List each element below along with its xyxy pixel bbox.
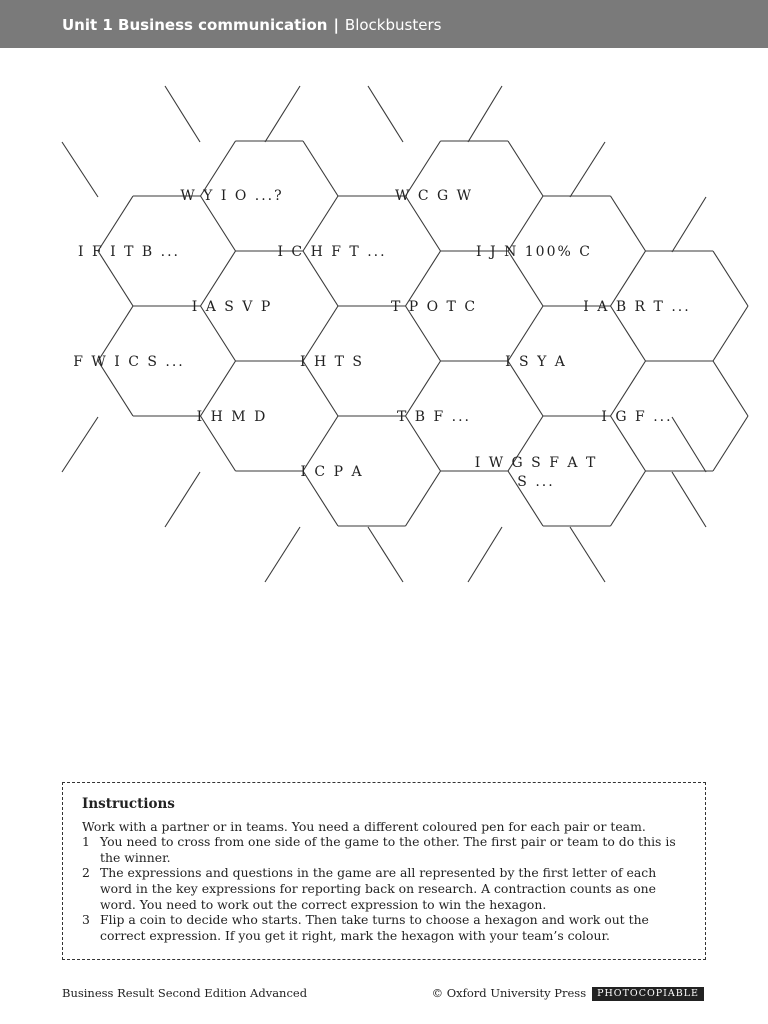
hexagon-label[interactable] <box>476 244 592 260</box>
hexagon-label[interactable] <box>505 354 567 370</box>
hexagon-edge <box>713 361 748 416</box>
hexagon-label-line: T P O T C <box>390 299 478 315</box>
hexagon-label[interactable] <box>192 299 273 315</box>
hexagon-label-line: I A B R T ... <box>583 299 691 315</box>
hexagon-edge <box>265 527 300 582</box>
hexagon-label[interactable] <box>300 464 363 480</box>
hexagon-edge <box>713 306 748 361</box>
hexagon-edge <box>611 196 646 251</box>
hexagon-edge <box>672 472 706 527</box>
hexagon-edge <box>98 196 133 251</box>
hexagon-label-line: I H T S <box>299 354 365 370</box>
instruction-step <box>82 834 687 865</box>
instruction-step <box>82 912 687 943</box>
hexagon-label[interactable] <box>197 409 268 425</box>
hexagon-edge <box>201 196 236 251</box>
hexagon-label[interactable] <box>73 354 185 370</box>
hexagon-label-line: S ... <box>517 474 555 490</box>
hexagon-label-line: T B F ... <box>396 409 472 425</box>
publisher-credit <box>432 985 704 1001</box>
hexagon-edge <box>508 306 543 361</box>
hexagon-edge <box>62 417 98 472</box>
hexagon-label-line: W C G W <box>394 188 474 204</box>
hexagon-edge <box>165 86 200 142</box>
hexagon-edge <box>611 361 646 416</box>
instructions-steps <box>82 834 687 943</box>
hexagon-label[interactable] <box>78 244 180 260</box>
instruction-step <box>82 865 687 912</box>
hexagon-edge <box>508 196 543 251</box>
hexagon-edge <box>98 306 133 361</box>
hexagon-label-line: I W G S F A T <box>474 455 598 471</box>
hexagon-label[interactable] <box>395 188 473 204</box>
hexagon-label[interactable] <box>475 455 598 490</box>
hexagon-edge <box>570 527 605 582</box>
book-title: Business Result Second Edition Advanced <box>62 986 308 1000</box>
instructions-intro: Work with a partner or in teams. You need a different coloured pen for each pair or team. <box>82 818 646 834</box>
photocopiable-badge: PHOTOCOPIABLE <box>592 987 704 1001</box>
hexagon-labels <box>73 188 690 490</box>
unit-title: Unit 1 Business communication <box>62 16 328 34</box>
hexagon-edge <box>468 86 502 142</box>
publisher-name: © Oxford University Press <box>431 986 587 1000</box>
hexagon-label[interactable] <box>180 188 283 204</box>
hexagon-edge <box>406 196 441 251</box>
hexagon-label[interactable] <box>397 409 471 425</box>
hexagon-label-line: I C H F T ... <box>277 244 387 260</box>
step-number: 3 <box>82 912 90 928</box>
hexagon-label-line: I G F ... <box>601 409 673 425</box>
hexagon-label[interactable] <box>601 409 672 425</box>
hexagon-label-line: I J N 100% C <box>476 244 592 260</box>
hexagon-edge <box>303 416 338 471</box>
hexagon-edge <box>265 86 300 142</box>
hexagon-label[interactable] <box>300 354 364 370</box>
hexagon-edge <box>165 472 200 527</box>
topic-title: Blockbusters <box>344 16 442 34</box>
hexagon-edge <box>406 251 441 306</box>
hexagon-edge <box>570 142 605 197</box>
hexagon-edge <box>303 306 338 361</box>
hexagon-edge <box>201 251 236 306</box>
hexagon-label-line: F W I C S ... <box>73 354 185 370</box>
hexagon-edge <box>406 361 441 416</box>
page-footer <box>62 985 706 1001</box>
hexagon-edge <box>672 417 706 472</box>
hexagon-edge <box>611 251 646 306</box>
hexagon-edge <box>201 361 236 416</box>
hexagon-edge <box>508 141 543 196</box>
hexagon-edge <box>611 471 646 526</box>
step-text: Flip a coin to decide who starts. Then take turns to choose a hexagon and work out the correct expression. If you get it right, mark the hexagon with your team’s colour. <box>100 912 649 943</box>
hexagon-edge <box>368 527 403 582</box>
hexagon-label-line: I F I T B ... <box>77 244 181 260</box>
step-number: 2 <box>82 865 90 881</box>
hexagon-edge <box>672 197 706 252</box>
step-text: You need to cross from one side of the game to the other. The first pair or team to do this is the winner. <box>100 834 676 865</box>
hexagon-edge <box>713 251 748 306</box>
hexagon-edge <box>468 527 502 582</box>
hexagon-edge <box>62 142 98 197</box>
step-text: The expressions and questions in the game are all represented by the first letter of each word in the key expressions for reporting back on research. A contraction counts as one word. You need to work out the correct expression to win the hexagon. <box>100 865 657 912</box>
hexagon-label-line: I A S V P <box>191 299 273 315</box>
hexagon-edge <box>406 471 441 526</box>
hexagon-edge <box>303 141 338 196</box>
hexagon-edge <box>713 416 748 471</box>
hexagon-grid-lines <box>62 86 748 582</box>
instructions-box <box>62 782 706 960</box>
hexagon-edge <box>303 196 338 251</box>
hexagon-label-line: W Y I O ...? <box>180 188 284 204</box>
hexagon-label[interactable] <box>583 299 690 315</box>
hexagon-edge <box>368 86 403 142</box>
hexagon-label-line: I C P A <box>300 464 364 480</box>
instructions-title: Instructions <box>82 796 175 812</box>
hexagon-label[interactable] <box>277 244 386 260</box>
hexagon-label[interactable] <box>391 299 477 315</box>
header-separator: | <box>333 16 339 34</box>
hexagon-label-line: I H M D <box>196 409 268 425</box>
hexagon-label-line: I S Y A <box>505 354 567 370</box>
step-number: 1 <box>82 834 90 850</box>
